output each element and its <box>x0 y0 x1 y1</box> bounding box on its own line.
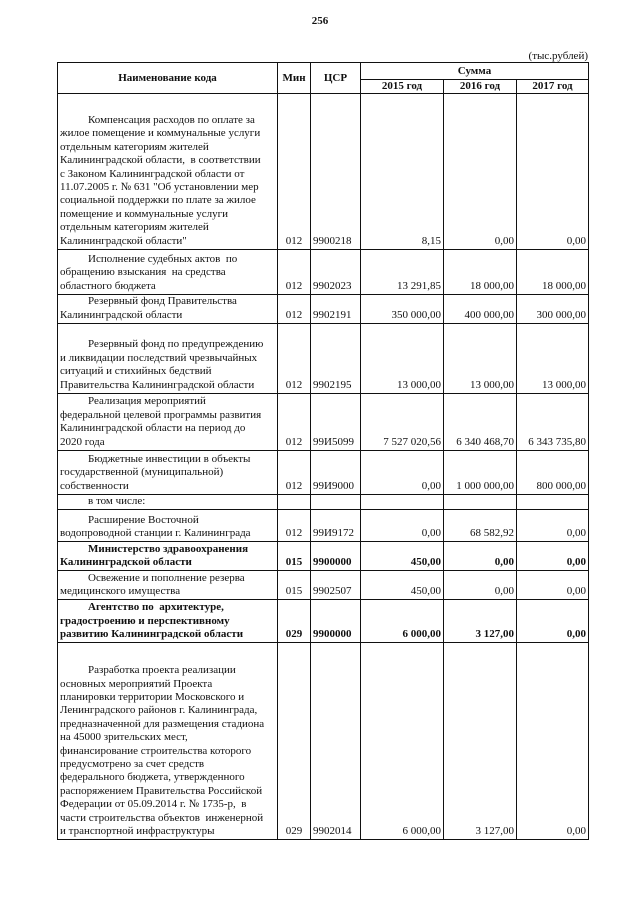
row-name-line: Ленинградского районов г. Калининграда, <box>60 704 258 717</box>
row-csr: 9900000 <box>311 600 361 643</box>
header-2016: 2016 год <box>444 80 517 94</box>
row-2017: 6 343 735,80 <box>517 394 589 451</box>
row-2015: 450,00 <box>361 571 444 600</box>
row-name-line: Калининградской области" <box>60 234 187 247</box>
page-number: 256 <box>311 15 329 27</box>
row-2016: 6 340 468,70 <box>444 394 517 451</box>
row-2017: 0,00 <box>517 643 589 840</box>
row-name-line: отдельным категориям жителей <box>60 221 209 234</box>
table-row <box>58 643 589 840</box>
row-name-cell <box>58 295 278 324</box>
row-name-line: части строительства объектов инженерной <box>60 811 264 824</box>
header-csr: ЦСР <box>311 63 361 94</box>
row-name-line: предусмотрено за счет средств <box>60 757 205 770</box>
row-min: 015 <box>278 542 311 571</box>
row-name-cell <box>58 643 278 840</box>
row-name-line: в том числе: <box>88 495 146 507</box>
row-name-line: Федерации от 05.09.2014 г. № 1735-р, в <box>60 798 247 811</box>
table-row <box>58 250 589 295</box>
row-name-line: Калининградской области <box>60 308 183 321</box>
row-name-line: Правительства Калининградской области <box>60 378 255 391</box>
row-csr: 9902023 <box>311 250 361 295</box>
row-2015 <box>361 495 444 510</box>
table-row <box>58 94 589 250</box>
row-name-line: водопроводной станции г. Калининграда <box>60 527 251 539</box>
row-name-cell <box>58 250 278 295</box>
row-2017: 18 000,00 <box>517 250 589 295</box>
row-2015: 0,00 <box>361 451 444 495</box>
row-name-line: распоряжением Правительства Российской <box>60 784 263 797</box>
table-row <box>58 495 589 510</box>
row-2015: 13 000,00 <box>361 324 444 394</box>
row-csr: 9902014 <box>311 643 361 840</box>
row-csr: 99И5099 <box>311 394 361 451</box>
table-row <box>58 600 589 643</box>
row-name-line: государственной (муниципальной) <box>60 466 224 479</box>
row-2015: 0,00 <box>361 510 444 542</box>
budget-table <box>57 62 589 840</box>
header-sum: Сумма <box>361 63 589 80</box>
row-min: 012 <box>278 510 311 542</box>
table-row <box>58 295 589 324</box>
row-name-line: помещение и коммунальные услуги <box>60 207 228 220</box>
row-min: 029 <box>278 600 311 643</box>
row-name-line: с Законом Калининградской области от <box>60 167 245 180</box>
row-name-line: социальной поддержки по плате за жилое <box>60 194 256 207</box>
row-min: 012 <box>278 451 311 495</box>
row-min: 012 <box>278 94 311 250</box>
units-label: (тыс.рублей) <box>528 50 588 62</box>
row-2016 <box>444 495 517 510</box>
row-name-line: финансирование строительства которого <box>60 744 252 757</box>
row-name-line: предназначенной для размещения стадиона <box>60 717 265 730</box>
row-2017: 13 000,00 <box>517 324 589 394</box>
row-2016: 400 000,00 <box>444 295 517 324</box>
row-2017: 0,00 <box>517 510 589 542</box>
row-2015: 6 000,00 <box>361 643 444 840</box>
row-2015: 6 000,00 <box>361 600 444 643</box>
row-name-cell <box>58 394 278 451</box>
row-name-line: медицинского имущества <box>60 585 181 597</box>
table-row <box>58 542 589 571</box>
row-2016: 3 127,00 <box>444 643 517 840</box>
row-name-cell <box>58 451 278 495</box>
row-csr: 9902191 <box>311 295 361 324</box>
row-name-line: основных мероприятий Проекта <box>60 677 213 690</box>
row-name-line: 2020 года <box>60 435 105 448</box>
row-name-line: планировки территории Московского и <box>60 690 245 703</box>
row-name-cell <box>58 324 278 394</box>
row-2015: 350 000,00 <box>361 295 444 324</box>
row-min: 012 <box>278 295 311 324</box>
row-name-line: отдельным категориям жителей <box>60 140 209 153</box>
row-name-line: Освежение и пополнение резерва <box>88 571 245 584</box>
row-name-cell <box>58 571 278 600</box>
row-csr: 9902195 <box>311 324 361 394</box>
table-row <box>58 510 589 542</box>
row-name-line: на 45000 зрительских мест, <box>60 731 188 744</box>
row-name-line: обращению взыскания на средства <box>60 266 226 279</box>
row-name-line: развитию Калининградской области <box>60 628 244 640</box>
row-2017: 0,00 <box>517 600 589 643</box>
row-name-line: Резервный фонд Правительства <box>88 295 237 308</box>
row-name-cell <box>58 94 278 250</box>
row-2016: 68 582,92 <box>444 510 517 542</box>
row-name-line: Калининградской области <box>60 556 192 568</box>
row-2016: 0,00 <box>444 94 517 250</box>
row-csr: 99И9000 <box>311 451 361 495</box>
row-2015: 8,15 <box>361 94 444 250</box>
row-2017: 800 000,00 <box>517 451 589 495</box>
row-name-line: 11.07.2005 г. № 631 "Об установлении мер <box>60 180 259 193</box>
row-name-line: градостроению и перспективному <box>60 614 230 627</box>
row-2017: 300 000,00 <box>517 295 589 324</box>
row-2016: 0,00 <box>444 571 517 600</box>
row-csr: 9900000 <box>311 542 361 571</box>
row-name-line: Исполнение судебных актов по <box>88 252 238 265</box>
header-name: Наименование кода <box>58 63 278 94</box>
row-2016: 13 000,00 <box>444 324 517 394</box>
row-2015: 450,00 <box>361 542 444 571</box>
row-name-line: Компенсация расходов по оплате за <box>88 113 255 126</box>
header-2015: 2015 год <box>361 80 444 94</box>
row-2016: 3 127,00 <box>444 600 517 643</box>
row-min: 012 <box>278 324 311 394</box>
row-2017: 0,00 <box>517 542 589 571</box>
row-name-line: Калининградской области, в соответствии <box>60 154 261 167</box>
row-name-line: ситуаций и стихийных бедствий <box>60 365 212 378</box>
table-row <box>58 324 589 394</box>
row-2016: 18 000,00 <box>444 250 517 295</box>
row-name-line: федерального бюджета, утвержденного <box>60 771 245 784</box>
row-2017: 0,00 <box>517 571 589 600</box>
row-csr: 9902507 <box>311 571 361 600</box>
row-name-line: и транспортной инфраструктуры <box>60 825 215 837</box>
row-name-line: Бюджетные инвестиции в объекты <box>88 452 251 465</box>
row-name-cell <box>58 510 278 542</box>
row-name-line: областного бюджета <box>60 279 156 292</box>
row-name-line: Министерство здравоохранения <box>88 542 249 555</box>
row-name-cell <box>58 542 278 571</box>
row-csr <box>311 495 361 510</box>
row-2017 <box>517 495 589 510</box>
row-name-line: Калининградской области на период до <box>60 422 246 435</box>
row-name-cell <box>58 495 278 510</box>
table-row <box>58 451 589 495</box>
row-csr: 9900218 <box>311 94 361 250</box>
table-row <box>58 571 589 600</box>
row-2016: 1 000 000,00 <box>444 451 517 495</box>
row-csr: 99И9172 <box>311 510 361 542</box>
row-name-line: федеральной целевой программы развития <box>60 408 262 421</box>
row-min: 029 <box>278 643 311 840</box>
row-name-cell <box>58 600 278 643</box>
row-name-line: собственности <box>60 479 129 492</box>
row-name-line: Реализация мероприятий <box>88 395 206 408</box>
row-2015: 7 527 020,56 <box>361 394 444 451</box>
table-header-row <box>58 63 589 80</box>
row-min: 015 <box>278 571 311 600</box>
table-row <box>58 394 589 451</box>
row-min: 012 <box>278 250 311 295</box>
row-min: 012 <box>278 394 311 451</box>
header-2017: 2017 год <box>517 80 589 94</box>
row-name-line: жилое помещение и коммунальные услуги <box>60 127 261 140</box>
row-name-line: Расширение Восточной <box>88 513 199 526</box>
row-name-line: Разработка проекта реализации <box>88 664 236 677</box>
row-min <box>278 495 311 510</box>
row-2016: 0,00 <box>444 542 517 571</box>
row-2015: 13 291,85 <box>361 250 444 295</box>
row-name-line: Резервный фонд по предупреждению <box>88 338 264 351</box>
row-name-line: Агентство по архитектуре, <box>88 601 224 614</box>
header-min: Мин <box>278 63 311 94</box>
row-2017: 0,00 <box>517 94 589 250</box>
row-name-line: и ликвидации последствий чрезвычайных <box>60 351 258 364</box>
